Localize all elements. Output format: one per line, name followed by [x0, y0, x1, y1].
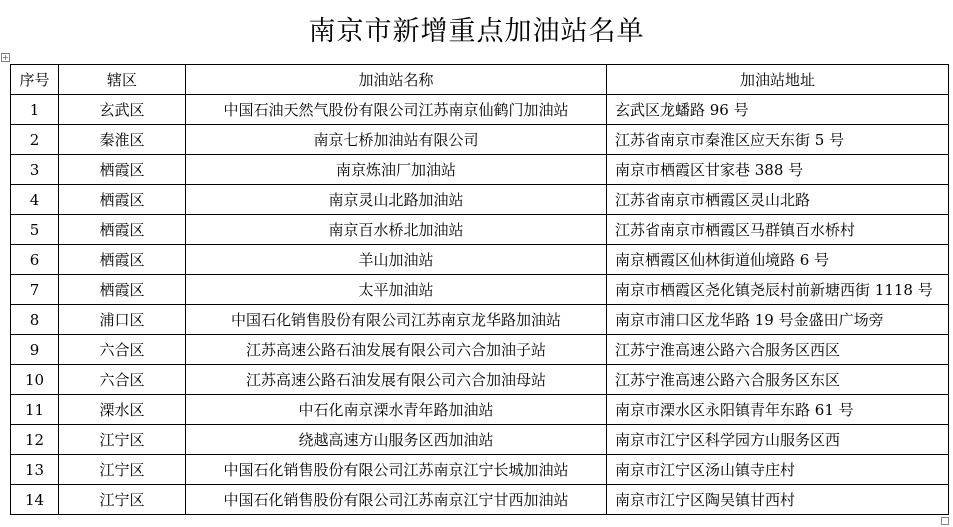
row-station-name: 南京灵山北路加油站	[186, 185, 607, 215]
row-index: 10	[11, 365, 59, 395]
row-index: 2	[11, 125, 59, 155]
row-index: 12	[11, 425, 59, 455]
table-row	[11, 335, 949, 365]
row-station-address: 南京市浦口区龙华路 19 号金盛田广场旁	[607, 305, 949, 335]
document-title: 南京市新增重点加油站名单	[308, 16, 645, 47]
row-station-name: 南京炼油厂加油站	[186, 155, 607, 185]
row-station-name: 南京七桥加油站有限公司	[186, 125, 607, 155]
row-district: 溧水区	[59, 395, 186, 425]
row-station-address: 江苏省南京市栖霞区马群镇百水桥村	[607, 215, 949, 245]
row-station-address: 江苏宁淮高速公路六合服务区西区	[607, 335, 949, 365]
row-station-name: 江苏高速公路石油发展有限公司六合加油子站	[186, 335, 607, 365]
row-station-address: 南京市栖霞区尧化镇尧辰村前新塘西街 1118 号	[607, 275, 949, 305]
table-row	[11, 245, 949, 275]
row-district: 江宁区	[59, 425, 186, 455]
table-row	[11, 485, 949, 515]
table-row	[11, 395, 949, 425]
row-index: 6	[11, 245, 59, 275]
row-index: 13	[11, 455, 59, 485]
row-index: 4	[11, 185, 59, 215]
table-row	[11, 275, 949, 305]
table-row	[11, 455, 949, 485]
row-district: 栖霞区	[59, 245, 186, 275]
row-station-name: 南京百水桥北加油站	[186, 215, 607, 245]
row-district: 江宁区	[59, 455, 186, 485]
header-station-address: 加油站地址	[607, 65, 949, 95]
row-district: 栖霞区	[59, 155, 186, 185]
row-station-address: 南京市栖霞区甘家巷 388 号	[607, 155, 949, 185]
row-index: 5	[11, 215, 59, 245]
row-district: 六合区	[59, 335, 186, 365]
row-station-name: 中国石化销售股份有限公司江苏南京江宁长城加油站	[186, 455, 607, 485]
row-station-name: 中国石化销售股份有限公司江苏南京江宁甘西加油站	[186, 485, 607, 515]
row-station-name: 中石化南京溧水青年路加油站	[186, 395, 607, 425]
table-resize-handle-icon[interactable]	[941, 517, 949, 525]
row-district: 玄武区	[59, 95, 186, 125]
row-index: 14	[11, 485, 59, 515]
table-header-row	[11, 65, 949, 95]
row-station-name: 中国石化销售股份有限公司江苏南京龙华路加油站	[186, 305, 607, 335]
row-station-address: 江苏省南京市栖霞区灵山北路	[607, 185, 949, 215]
row-index: 7	[11, 275, 59, 305]
table-row	[11, 125, 949, 155]
row-station-name: 江苏高速公路石油发展有限公司六合加油母站	[186, 365, 607, 395]
row-station-name: 绕越高速方山服务区西加油站	[186, 425, 607, 455]
row-station-address: 江苏省南京市秦淮区应天东街 5 号	[607, 125, 949, 155]
row-station-address: 南京市江宁区陶吴镇甘西村	[607, 485, 949, 515]
row-station-address: 南京市江宁区汤山镇寺庄村	[607, 455, 949, 485]
row-district: 秦淮区	[59, 125, 186, 155]
row-district: 栖霞区	[59, 185, 186, 215]
row-district: 浦口区	[59, 305, 186, 335]
table-row	[11, 185, 949, 215]
row-station-address: 南京市江宁区科学园方山服务区西	[607, 425, 949, 455]
header-index: 序号	[11, 65, 59, 95]
table-row	[11, 95, 949, 125]
row-station-address: 江苏宁淮高速公路六合服务区东区	[607, 365, 949, 395]
row-index: 8	[11, 305, 59, 335]
table-row	[11, 215, 949, 245]
row-station-address: 南京市溧水区永阳镇青年东路 61 号	[607, 395, 949, 425]
row-district: 江宁区	[59, 485, 186, 515]
row-index: 9	[11, 335, 59, 365]
row-index: 3	[11, 155, 59, 185]
table-row	[11, 155, 949, 185]
header-district: 辖区	[59, 65, 186, 95]
table-row	[11, 365, 949, 395]
row-station-address: 南京栖霞区仙林街道仙境路 6 号	[607, 245, 949, 275]
row-station-name: 羊山加油站	[186, 245, 607, 275]
row-district: 六合区	[59, 365, 186, 395]
table-move-handle-icon[interactable]: +	[2, 53, 9, 62]
row-station-name: 太平加油站	[186, 275, 607, 305]
row-district: 栖霞区	[59, 275, 186, 305]
row-station-address: 玄武区龙蟠路 96 号	[607, 95, 949, 125]
row-station-name: 中国石油天然气股份有限公司江苏南京仙鹤门加油站	[186, 95, 607, 125]
row-index: 11	[11, 395, 59, 425]
table-row	[11, 425, 949, 455]
header-station-name: 加油站名称	[186, 65, 607, 95]
gas-station-table	[10, 64, 949, 515]
row-district: 栖霞区	[59, 215, 186, 245]
row-index: 1	[11, 95, 59, 125]
table-row	[11, 305, 949, 335]
